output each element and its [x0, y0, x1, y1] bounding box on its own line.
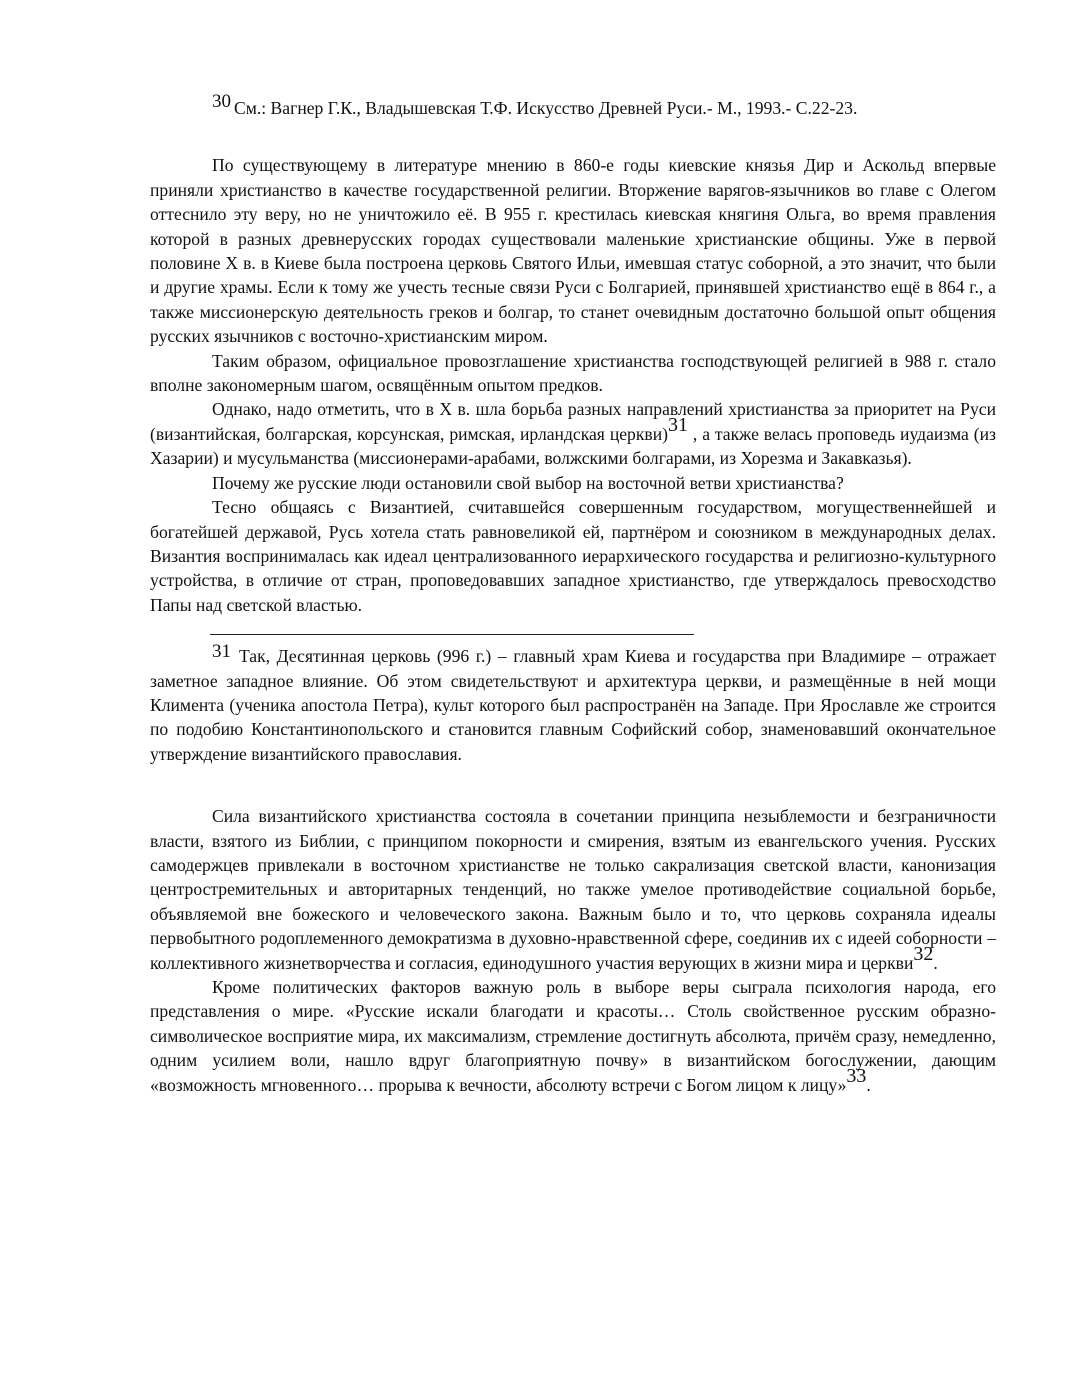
document-page: [150, 91, 996, 1097]
footnote-reference[interactable]: 32: [913, 942, 934, 965]
footnote-31: [150, 641, 996, 766]
paragraph-text: Кроме политических факторов важную роль в выборе веры сыграла психология народа, его представления о мире. «Русские искали благодати и красоты… Столь свойственное русским образно-символическое восприятие мира, их максимализм, стремление достигнуть абсолюта, причём сразу, немедленно, одним усилием воли, нашло вдруг благоприятную почву» в византийском богослужении, дающим «возможность мгновенного… прорыва к вечности, абсолюту встречи с Богом лицом к лицу»: [150, 977, 996, 1095]
paragraph-1: По существующему в литературе мнению в 860-е годы киевские князья Дир и Аскольд впервые приняли христианство в качестве государственной религии. Вторжение варягов-язычников во главе с Олегом оттеснило эту веру, но не уничтожило её. В 955 г. крестилась киевская княгиня Ольга, во время правления которой в разных древнерусских городах существовали маленькие христианские общины. Уже в первой половине Х в. в Киеве была построена церковь Святого Ильи, имевшая статус соборной, а это значит, что были и другие храмы. Если к тому же учесть тесные связи Руси с Болгарией, принявшей христианство ещё в 864 г., а также миссионерскую деятельность греков и болгар, то станет очевидным достаточно большой опыт общения русских язычников с восточно-христианским миром.: [150, 155, 996, 347]
footnote-reference[interactable]: 31: [667, 413, 688, 436]
footnote-number: 31: [212, 641, 231, 663]
paragraph-3: [150, 397, 996, 470]
footnote-reference[interactable]: 33: [846, 1064, 867, 1087]
paragraph-text: .: [866, 1074, 871, 1095]
paragraph-5: Тесно общаясь с Византией, считавшейся совершенным государством, могущественнейшей и богатейшей державой, Русь хотела стать равновеликой ей, партнёром и союзником в международных делах. Византия воспринималась как идеал централизованного иерархического государства и религиозно-культурного устройства, в отличие от стран, проповедовавших западное христианство, где утверждалось превосходство Папы над светской властью.: [150, 497, 996, 615]
paragraph-7: [150, 975, 996, 1097]
paragraph-text: Сила византийского христианства состояла в сочетании принципа незыблемости и безграничности власти, взятого из Библии, с принципом покорности и смирения, взятым из евангельского учения. Русских самодержцев привлекали в восточном христианстве не только сакрализация светской власти, канонизация центростремительных и авторитарных тенденций, но также умелое противодействие социальной борьбе, объявляемой вне божеского и человеческого закона. Важным было и то, что церковь сохраняла идеалы первобытного родоплеменного демократизма в духовно-нравственной сфере, соединив их с идеей соборности – коллективного жизнетворчества и согласия, единодушного участия верующих в жизни мира и церкви: [150, 806, 996, 973]
footnote-separator: [210, 634, 694, 635]
paragraph-6: [150, 804, 996, 975]
paragraph-text: , а также велась проповедь иудаизма (из Хазарии) и мусульманства (миссионерами-арабами, волжскими болгарами, из Хорезма и Закавказья).: [150, 423, 996, 469]
footnote-text: См.: Вагнер Г.К., Владышевская Т.Ф. Искусство Древней Руси.- М., 1993.- С.22-23.: [234, 98, 858, 118]
footnote-text: Так, Десятинная церковь (996 г.) – главный храм Киева и государства при Владимире – отражает заметное западное влияние. Об этом свидетельствуют и архитектура церкви, и размещённые в ней мощи Климента (ученика апостола Петра), культ которого был распространён на Западе. При Ярославле же строится по подобию Константинопольского и становится главным Софийский собор, знаменовавший окончательное утверждение византийского православия.: [150, 646, 996, 764]
footnote-number: 30: [212, 91, 231, 112]
paragraph-text: Однако, надо отметить, что в Х в. шла борьба разных направлений христианства за приоритет на Руси (византийская, болгарская, корсунская, римская, ирландская церкви): [150, 399, 996, 444]
paragraph-2: Таким образом, официальное провозглашение христианства господствующей религией в 988 г. стало вполне закономерным шагом, освящённым опытом предков.: [150, 350, 996, 396]
footnote-30: [212, 91, 996, 121]
paragraph-text: .: [933, 952, 938, 973]
paragraph-4: Почему же русские люди остановили свой выбор на восточной ветви христианства?: [212, 472, 844, 493]
